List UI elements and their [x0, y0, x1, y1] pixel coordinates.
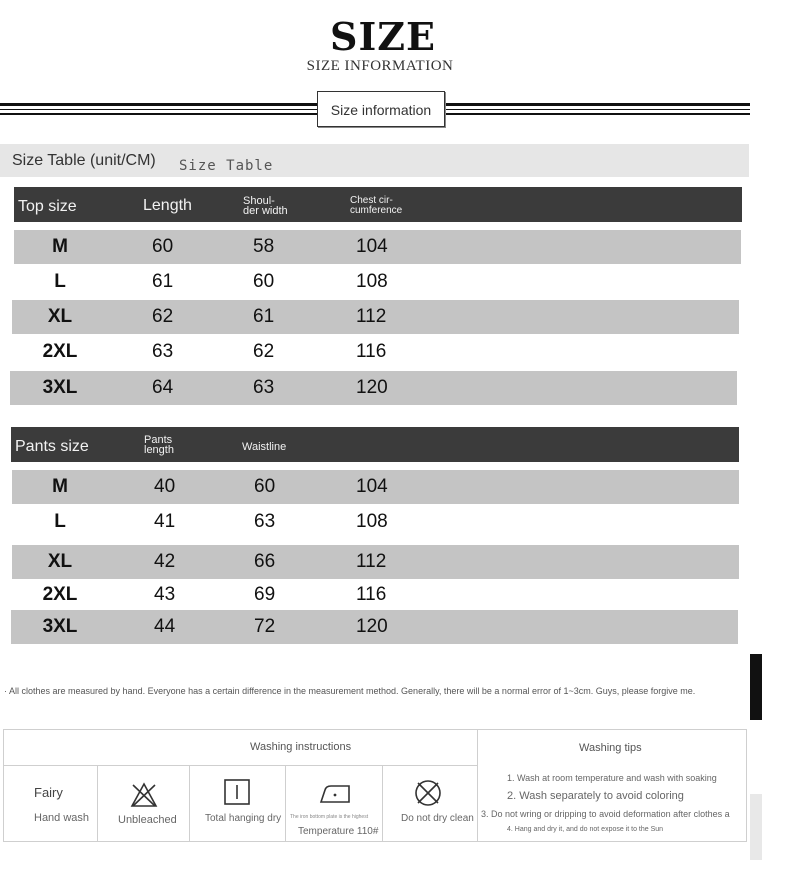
no-dry-clean-label: Do not dry clean: [401, 813, 474, 824]
decorative-bar: [750, 654, 762, 720]
measurement-notice: · All clothes are measured by hand. Everyone has a certain difference in the measurement method. Generally, there will be a normal error of 1~3cm. Guys, please forgive me.: [4, 686, 696, 696]
divider: [97, 766, 98, 841]
cell-shoulder: 61: [253, 306, 275, 327]
hang-dry-icon: [223, 778, 251, 806]
iron-icon: [317, 782, 353, 804]
pants-table-header: [11, 427, 739, 462]
top-table-header: [14, 187, 742, 222]
decorative-bar: [750, 794, 762, 860]
cell-shoulder: 58: [253, 236, 275, 257]
cell-waist: 63: [254, 511, 276, 532]
iron-note: The iron bottom plate is the highest: [290, 814, 369, 820]
cell-length: 61: [152, 271, 174, 292]
cell-chest: 116: [356, 341, 387, 362]
washing-tip: 3. Do not wring or dripping to avoid deformation after clothes a: [481, 809, 730, 819]
cell-length: 62: [152, 306, 174, 327]
washing-tip: 4. Hang and dry it, and do not expose it to the Sun: [507, 826, 664, 833]
hand-wash-label: Hand wash: [34, 812, 90, 824]
table-row: [12, 505, 739, 539]
washing-tip: 1. Wash at room temperature and wash with soaking: [507, 773, 717, 783]
cell-shoulder: 63: [253, 377, 275, 398]
cell-chest: 120: [356, 377, 388, 398]
table-row: [11, 610, 738, 644]
table-row: [12, 300, 739, 334]
cell-shoulder: 62: [253, 341, 275, 362]
cell-waist: 60: [254, 476, 276, 497]
hand-wash-symbol: Fairy: [34, 785, 63, 800]
cell-size: 2XL: [42, 584, 78, 605]
size-table-band: [0, 144, 749, 177]
hang-dry-label: Total hanging dry: [205, 813, 282, 824]
divider: [477, 730, 478, 841]
cell-length: 63: [152, 341, 174, 362]
washing-instructions-title: Washing instructions: [250, 741, 352, 753]
header-length: Length: [143, 197, 192, 214]
header-pants-size: Pants size: [15, 438, 89, 455]
cell-size: M: [52, 236, 68, 257]
size-table-title: Size Table (unit/CM): [12, 152, 156, 169]
table-row: [12, 545, 739, 579]
header-shoulder-width: Shoul- der width: [243, 195, 288, 217]
cell-extra: 104: [356, 476, 388, 497]
washing-section: [3, 729, 747, 842]
cell-chest: 112: [356, 306, 387, 327]
cell-length: 41: [154, 511, 176, 532]
no-bleach-icon: [130, 782, 158, 808]
cell-size: XL: [47, 306, 73, 327]
cell-waist: 69: [254, 584, 276, 605]
header-chest-circumference: Chest cir- cumference: [350, 195, 403, 216]
cell-waist: 66: [254, 551, 276, 572]
cell-size: 2XL: [42, 341, 78, 362]
cell-size: L: [54, 511, 66, 532]
table-row: [12, 578, 739, 612]
divider: [382, 766, 383, 841]
cell-length: 60: [152, 236, 174, 257]
table-row: [14, 265, 741, 299]
cell-extra: 112: [356, 551, 387, 572]
size-table-subtitle: Size Table: [179, 158, 274, 174]
cell-extra: 108: [356, 511, 388, 532]
iron-temperature-label: Temperature 110#: [298, 826, 379, 837]
cell-chest: 108: [356, 271, 388, 292]
cell-length: 44: [154, 616, 176, 637]
cell-waist: 72: [254, 616, 276, 637]
divider: [285, 766, 286, 841]
cell-length: 64: [152, 377, 174, 398]
no-bleach-label: Unbleached: [118, 814, 177, 826]
table-row: [10, 371, 737, 405]
cell-length: 42: [154, 551, 176, 572]
page-title: SIZE: [330, 14, 436, 59]
cell-size: 3XL: [42, 377, 78, 398]
cell-size: M: [52, 476, 68, 497]
header-pants-length: Pants length: [144, 434, 174, 456]
table-row: [12, 335, 739, 369]
divider: [4, 765, 477, 766]
header-top-size: Top size: [18, 198, 77, 215]
table-row: [12, 470, 739, 504]
cell-shoulder: 60: [253, 271, 275, 292]
divider: [189, 766, 190, 841]
header-waistline: Waistline: [242, 441, 287, 453]
cell-size: L: [54, 271, 66, 292]
cell-extra: 120: [356, 616, 388, 637]
washing-tips-title: Washing tips: [579, 742, 642, 754]
cell-chest: 104: [356, 236, 388, 257]
page-subtitle: SIZE INFORMATION: [306, 58, 454, 74]
cell-length: 40: [154, 476, 176, 497]
cell-size: 3XL: [42, 616, 78, 637]
size-information-label: Size information: [317, 91, 445, 127]
no-dry-clean-icon: [413, 778, 443, 808]
cell-extra: 116: [356, 584, 387, 605]
washing-tip: 2. Wash separately to avoid coloring: [507, 790, 684, 802]
cell-length: 43: [154, 584, 176, 605]
table-row: [14, 230, 741, 264]
cell-size: XL: [47, 551, 73, 572]
